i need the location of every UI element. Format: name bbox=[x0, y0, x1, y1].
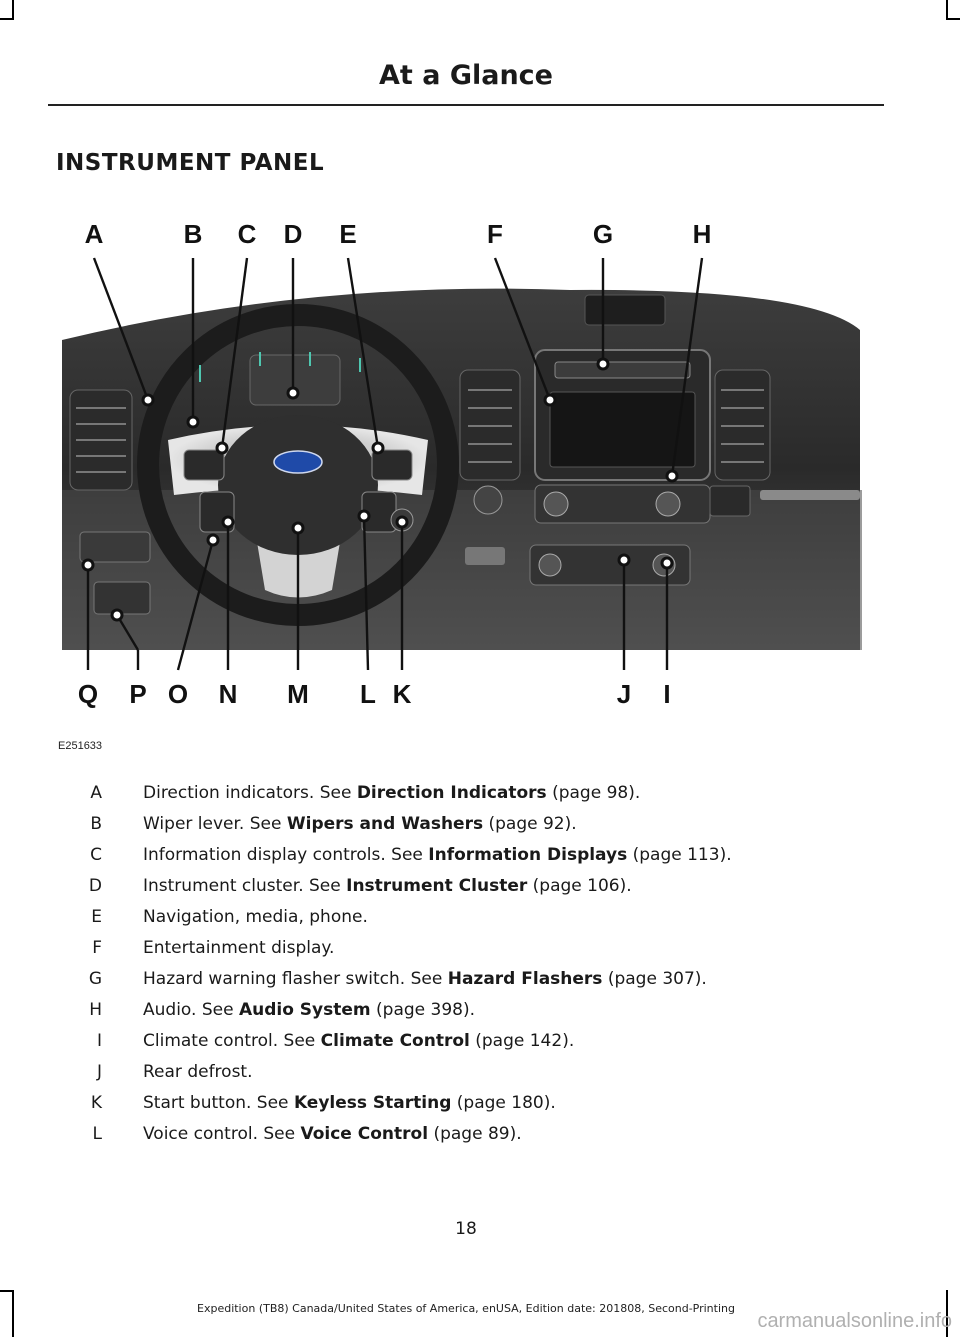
legend-reference-link[interactable]: Wipers and Washers bbox=[286, 814, 484, 834]
legend-text: Wiper lever. See bbox=[143, 814, 287, 834]
legend-page: (page 106). bbox=[527, 876, 632, 896]
auxiliary-knob bbox=[474, 486, 502, 514]
legend-page: (page 142). bbox=[469, 1031, 575, 1051]
legend-reference-link[interactable]: Direction Indicators bbox=[356, 783, 547, 803]
legend-description bbox=[143, 1093, 556, 1113]
legend-page: (page 113). bbox=[627, 845, 732, 865]
legend-description bbox=[143, 876, 632, 896]
lighting-switch-panel bbox=[80, 532, 150, 562]
legend-row bbox=[56, 876, 896, 907]
crop-mark bbox=[0, 18, 14, 20]
legend-text: Navigation, media, phone. bbox=[143, 907, 368, 927]
page-header-title: At a Glance bbox=[379, 60, 553, 91]
legend-text: Start button. See bbox=[143, 1093, 294, 1113]
legend-reference-link[interactable]: Climate Control bbox=[320, 1031, 470, 1051]
header-divider bbox=[48, 104, 884, 106]
legend-row bbox=[56, 969, 896, 1000]
legend-key: G bbox=[88, 969, 102, 989]
legend-row bbox=[56, 845, 896, 876]
legend-description bbox=[143, 907, 368, 927]
legend-row bbox=[56, 907, 896, 938]
hazard-button-row bbox=[555, 362, 690, 378]
legend-description bbox=[143, 845, 732, 865]
legend-row bbox=[56, 938, 896, 969]
callout-label-f: F bbox=[487, 219, 503, 249]
legend-key: E bbox=[91, 907, 102, 927]
callout-label-a: A bbox=[84, 219, 104, 249]
legend-description bbox=[143, 1031, 574, 1051]
legend-description bbox=[143, 938, 334, 958]
legend-text: Direction indicators. See bbox=[143, 783, 357, 803]
legend-text: Voice control. See bbox=[143, 1124, 301, 1144]
ford-logo-icon bbox=[274, 451, 322, 473]
tune-knob bbox=[656, 492, 680, 516]
page-footer: Expedition (TB8) Canada/United States of America, enUSA, Edition date: 201808, Second-Printing bbox=[197, 1302, 735, 1315]
climate-left-knob bbox=[539, 554, 561, 576]
volume-knob bbox=[544, 492, 568, 516]
legend-key: F bbox=[92, 938, 102, 958]
instrument-panel-illustration bbox=[50, 210, 900, 750]
legend-description bbox=[143, 814, 577, 834]
legend-row bbox=[56, 1124, 896, 1155]
dash-top-display bbox=[585, 295, 665, 325]
legend-reference-link[interactable]: Audio System bbox=[238, 1000, 371, 1020]
legend-reference-link[interactable]: Information Displays bbox=[428, 845, 628, 865]
legend-page: (page 89). bbox=[428, 1124, 522, 1144]
legend-reference-link[interactable]: Instrument Cluster bbox=[346, 876, 528, 896]
callout-legend bbox=[56, 783, 896, 1155]
legend-key: K bbox=[90, 1093, 102, 1113]
legend-key: D bbox=[88, 876, 102, 896]
legend-description bbox=[143, 1000, 475, 1020]
callout-label-g: G bbox=[592, 219, 614, 249]
legend-page: (page 98). bbox=[546, 783, 641, 803]
legend-text: Instrument cluster. See bbox=[143, 876, 347, 896]
crop-mark bbox=[0, 1290, 14, 1292]
storage-slot bbox=[465, 547, 505, 565]
legend-row bbox=[56, 1062, 896, 1093]
legend-page: (page 307). bbox=[602, 969, 707, 989]
callout-label-c: C bbox=[237, 219, 257, 249]
legend-description bbox=[143, 783, 640, 803]
callout-label-o: O bbox=[167, 679, 189, 709]
entertainment-display bbox=[550, 392, 695, 467]
callout-label-k: K bbox=[392, 679, 412, 709]
legend-key: B bbox=[90, 814, 102, 834]
callout-label-p: P bbox=[129, 679, 147, 709]
passenger-airbag-indicator bbox=[710, 486, 750, 516]
callout-label-j: J bbox=[616, 679, 632, 709]
callout-label-q: Q bbox=[77, 679, 99, 709]
legend-text: Rear defrost. bbox=[143, 1062, 253, 1082]
legend-text: Entertainment display. bbox=[143, 938, 335, 958]
callout-label-m: M bbox=[287, 679, 309, 709]
legend-page: (page 180). bbox=[451, 1093, 556, 1113]
crop-mark bbox=[946, 18, 960, 20]
legend-row bbox=[56, 814, 896, 845]
lower-switch-panel bbox=[94, 582, 150, 614]
legend-key: I bbox=[96, 1031, 102, 1051]
page-number: 18 bbox=[455, 1219, 477, 1239]
legend-row bbox=[56, 1000, 896, 1031]
callout-label-n: N bbox=[218, 679, 238, 709]
dash-trim-strip bbox=[760, 490, 860, 500]
crop-mark bbox=[12, 0, 14, 20]
left-wheel-controls bbox=[184, 450, 224, 480]
legend-row bbox=[56, 783, 896, 814]
legend-page: (page 398). bbox=[370, 1000, 476, 1020]
legend-row bbox=[56, 1093, 896, 1124]
figure-id: E251633 bbox=[58, 740, 103, 752]
legend-key: C bbox=[90, 845, 102, 865]
legend-description bbox=[143, 1124, 522, 1144]
callout-label-b: B bbox=[183, 219, 203, 249]
legend-description bbox=[143, 1062, 253, 1082]
legend-reference-link[interactable]: Voice Control bbox=[300, 1124, 429, 1144]
instrument-panel-figure bbox=[50, 210, 900, 750]
callout-label-h: H bbox=[692, 219, 712, 249]
legend-reference-link[interactable]: Hazard Flashers bbox=[447, 969, 603, 989]
legend-text: Hazard warning flasher switch. See bbox=[143, 969, 448, 989]
legend-reference-link[interactable]: Keyless Starting bbox=[293, 1093, 452, 1113]
callout-label-i: I bbox=[663, 679, 671, 709]
legend-description bbox=[143, 969, 707, 989]
legend-row bbox=[56, 1031, 896, 1062]
legend-text: Audio. See bbox=[143, 1000, 239, 1020]
watermark: carmanualsonline.info bbox=[757, 1310, 952, 1332]
callout-label-d: D bbox=[283, 219, 303, 249]
legend-key: H bbox=[89, 1000, 102, 1020]
crop-mark bbox=[946, 0, 948, 20]
legend-text: Climate control. See bbox=[143, 1031, 321, 1051]
legend-key: A bbox=[90, 783, 102, 803]
callout-label-l: L bbox=[360, 679, 376, 709]
legend-page: (page 92). bbox=[483, 814, 577, 834]
legend-key: J bbox=[96, 1062, 102, 1082]
legend-key: L bbox=[92, 1124, 102, 1144]
section-title: INSTRUMENT PANEL bbox=[56, 150, 325, 176]
callout-label-e: E bbox=[339, 219, 357, 249]
legend-text: Information display controls. See bbox=[143, 845, 429, 865]
